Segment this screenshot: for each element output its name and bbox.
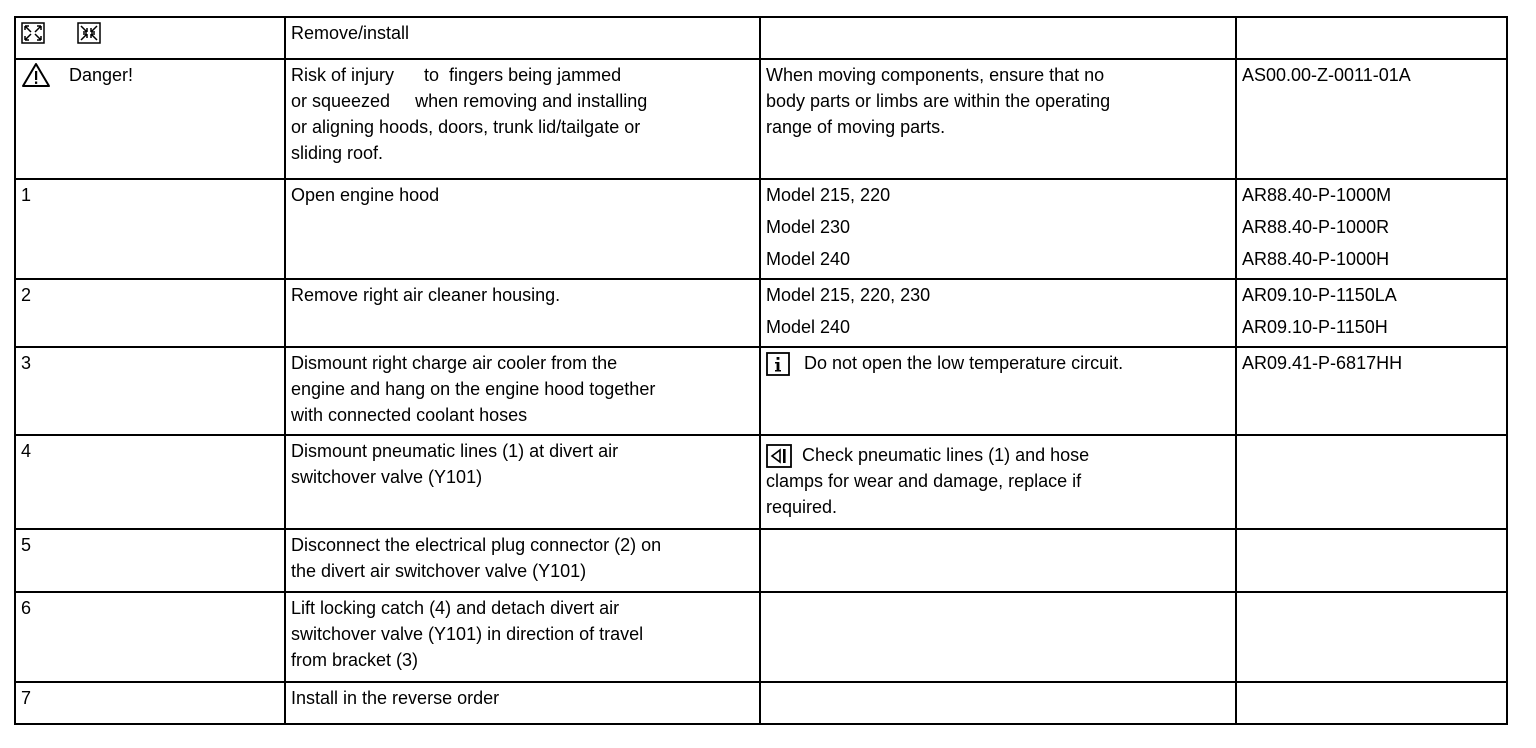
- danger-risk-cell: [285, 59, 760, 179]
- step-action-cell: [285, 682, 760, 724]
- action-line: Install in the reverse order: [291, 688, 500, 708]
- doc-reference-link[interactable]: AR09.10-P-1150H: [1242, 317, 1388, 337]
- danger-row: [15, 59, 1507, 179]
- step-row-3: [15, 347, 1507, 435]
- step-ref-cell: [1236, 179, 1507, 279]
- step-row-2: [15, 279, 1507, 347]
- model-note: Model 215, 220: [766, 185, 891, 205]
- doc-reference-link[interactable]: AR88.40-P-1000R: [1242, 217, 1390, 237]
- step-row-4: [15, 435, 1507, 529]
- step-row-7: [15, 682, 1507, 724]
- note-line: required.: [766, 497, 838, 518]
- action-line: the divert air switchover valve (Y101): [291, 561, 587, 581]
- step-note-cell: [760, 347, 1236, 435]
- measure-line: body parts or limbs are within the operating: [766, 91, 1111, 111]
- action-line: Remove right air cleaner housing.: [291, 285, 561, 305]
- page-title: Remove/install: [291, 23, 410, 43]
- doc-reference-link[interactable]: AR88.40-P-1000H: [1242, 249, 1390, 269]
- note-line: Check pneumatic lines (1) and hose: [802, 445, 1090, 465]
- step-number: 7: [21, 688, 32, 708]
- step-action-cell: [285, 435, 760, 529]
- header-empty-cell: [1236, 17, 1507, 59]
- step-number-cell: [15, 529, 285, 592]
- step-row-5: [15, 529, 1507, 592]
- step-note-cell: [760, 529, 1236, 592]
- note-line: clamps for wear and damage, replace if: [766, 471, 1082, 492]
- model-note: Model 215, 220, 230: [766, 285, 931, 305]
- step-number-cell: [15, 179, 285, 279]
- expand-icon[interactable]: [21, 22, 45, 44]
- step-note-cell: [760, 179, 1236, 279]
- action-line: engine and hang on the engine hood together: [291, 379, 656, 399]
- step-ref-cell: [1236, 529, 1507, 592]
- step-number: 2: [21, 285, 32, 305]
- risk-line: sliding roof.: [291, 143, 384, 163]
- header-row: [15, 17, 1507, 59]
- model-note: Model 240: [766, 249, 851, 269]
- info-icon: [766, 352, 790, 376]
- risk-line: Risk of injury to fingers being jammed: [291, 65, 622, 85]
- step-action-cell: [285, 279, 760, 347]
- step-ref-cell: [1236, 435, 1507, 529]
- step-ref-cell: [1236, 347, 1507, 435]
- action-line: switchover valve (Y101) in direction of travel: [291, 624, 644, 644]
- step-number: 5: [21, 535, 32, 555]
- step-ref-cell: [1236, 592, 1507, 682]
- doc-reference-link[interactable]: AS00.00-Z-0011-01A: [1242, 65, 1411, 85]
- action-line: switchover valve (Y101): [291, 467, 483, 487]
- step-number: 3: [21, 353, 32, 373]
- action-line: Lift locking catch (4) and detach divert air: [291, 598, 620, 618]
- action-line: Dismount pneumatic lines (1) at divert air: [291, 441, 619, 461]
- doc-reference-link[interactable]: AR88.40-P-1000M: [1242, 185, 1392, 205]
- step-note-cell: [760, 279, 1236, 347]
- action-line: with connected coolant hoses: [291, 405, 528, 425]
- procedure-table: [14, 16, 1508, 725]
- model-note: Model 230: [766, 217, 851, 237]
- step-number: 4: [21, 441, 32, 461]
- note-line: Do not open the low temperature circuit.: [804, 353, 1124, 373]
- step-note-cell: [760, 435, 1236, 529]
- danger-ref-cell: [1236, 59, 1507, 179]
- step-action-cell: [285, 179, 760, 279]
- measure-line: When moving components, ensure that no: [766, 65, 1105, 85]
- step-number-cell: [15, 592, 285, 682]
- action-line: Dismount right charge air cooler from the: [291, 353, 618, 373]
- step-action-cell: [285, 347, 760, 435]
- step-number-cell: [15, 279, 285, 347]
- step-note-cell: [760, 682, 1236, 724]
- doc-reference-link[interactable]: AR09.41-P-6817HH: [1242, 353, 1403, 373]
- header-empty-cell: [760, 17, 1236, 59]
- step-number-cell: [15, 682, 285, 724]
- header-title-cell: [285, 17, 760, 59]
- danger-measure-cell: [760, 59, 1236, 179]
- warning-triangle-icon: [21, 62, 51, 88]
- danger-label: Danger!: [69, 65, 134, 85]
- inspect-icon: [766, 444, 792, 468]
- step-number-cell: [15, 435, 285, 529]
- step-ref-cell: [1236, 279, 1507, 347]
- step-row-6: [15, 592, 1507, 682]
- step-number: 6: [21, 598, 32, 618]
- action-line: from bracket (3): [291, 650, 419, 670]
- measure-line: range of moving parts.: [766, 117, 946, 137]
- risk-line: or aligning hoods, doors, trunk lid/tailgate or: [291, 117, 641, 137]
- step-number-cell: [15, 347, 285, 435]
- step-action-cell: [285, 592, 760, 682]
- step-action-cell: [285, 529, 760, 592]
- action-line: Open engine hood: [291, 185, 440, 205]
- step-number: 1: [21, 185, 32, 205]
- step-note-cell: [760, 592, 1236, 682]
- model-note: Model 240: [766, 317, 851, 337]
- action-line: Disconnect the electrical plug connector (2) on: [291, 535, 662, 555]
- step-row-1: [15, 179, 1507, 279]
- header-icons-cell: [15, 17, 285, 59]
- step-ref-cell: [1236, 682, 1507, 724]
- danger-label-cell: [15, 59, 285, 179]
- collapse-icon[interactable]: [77, 22, 101, 44]
- risk-line: or squeezed when removing and installing: [291, 91, 648, 111]
- doc-reference-link[interactable]: AR09.10-P-1150LA: [1242, 285, 1397, 305]
